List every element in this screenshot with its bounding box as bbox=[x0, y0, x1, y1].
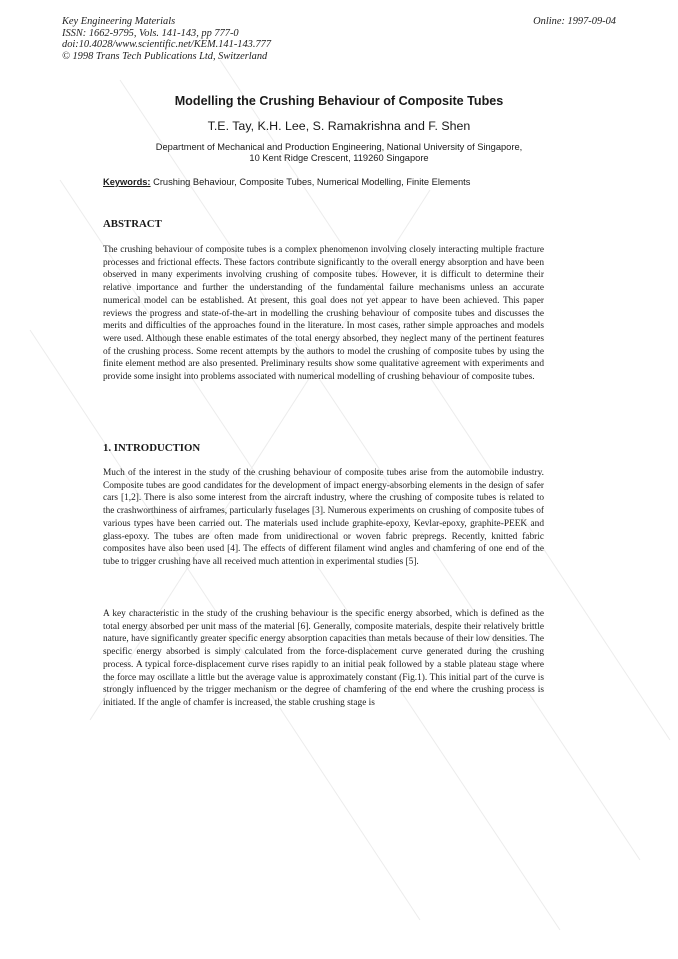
introduction-paragraph-2: A key characteristic in the study of the crushing behaviour is the specific energy absorbed, which is defined as the total energy absorbed per unit mass of the material [6]. Generally, composite materials, despite their relatively brittle nature, have significantly greater specific energy absorption capacities than metals because of their low densities. The specific energy absorbed is simply calculated from the force-displacement curve generated during the crushing process. A typical force-displacement curve rises rapidly to an initial peak followed by a stable plateau stage where the force may oscillate a little but the average value is approximately constant (Fig.1). This initial part of the curve is strongly influenced by the trigger mechanism or the degree of chamfering of the end where the crushing process is initiated. If the angle of chamfer is increased, the stable crushing stage is bbox=[103, 609, 544, 708]
introduction-heading: 1. INTRODUCTION bbox=[103, 442, 201, 454]
issn-line: ISSN: 1662-9795, Vols. 141-143, pp 777-0 bbox=[62, 27, 239, 39]
keywords-list: Crushing Behaviour, Composite Tubes, Numerical Modelling, Finite Elements bbox=[150, 177, 471, 187]
keywords-label: Keywords: bbox=[103, 177, 151, 187]
journal-metadata bbox=[62, 16, 271, 62]
paper-authors: T.E. Tay, K.H. Lee, S. Ramakrishna and F. Shen bbox=[207, 119, 471, 133]
affiliation bbox=[0, 142, 678, 165]
copyright-line: © 1998 Trans Tech Publications Ltd, Switzerland bbox=[62, 50, 268, 62]
abstract-text: The crushing behaviour of composite tubes is a complex phenomenon involving closely interacting multiple fracture processes and frictional effects. These factors contribute significantly to the overall energy absorption and have been observed in many experiments involving crushing of composite tubes. However, it is difficult to determine their relative importance and further the understanding of the fundamental failure mechanisms unless an accurate numerical model can be established. At present, this goal does not yet appear to have been achieved. This paper reviews the progress and state-of-the-art in modelling the crushing behaviour of composite tubes and discusses the merits and difficulties of the approaches found in the literature. In most cases, rather simple approaches and models were used. Although these enable estimates of the total energy absorbed, they neglect many of the pertinent features of the crushing process. Some recent attempts by the authors to model the crushing of composite tubes by using the finite element method are also presented. Preliminary results show some qualitative agreement with experiments and provide some insight into problems associated with numerical modelling of crushing behaviour of composite tubes. bbox=[103, 245, 544, 383]
journal-name: Key Engineering Materials bbox=[62, 16, 176, 27]
introduction-paragraph-1: Much of the interest in the study of the crushing behaviour of composite tubes arise from the automobile industry. Composite tubes are good candidates for the development of impact energy-absorbing elements in the design of safer cars [1,2]. There is also some interest from the aircraft industry, where the crushing of composite tubes is related to the crashworthiness of airframes, particularly fuselages [3]. Numerous experiments on crushing of composite tubes of various types have been carried out. The materials used include graphite-epoxy, Kevlar-epoxy, graphite-PEEK and glass-epoxy. The tubes are often made from unidirectional or woven fabric prepregs. Recently, knitted fabric composites have also been used [4]. The effects of different filament wind angles and chamfering of one end of the tube to trigger crushing have all received much attention in experimental studies [5]. bbox=[103, 468, 544, 567]
paper-title: Modelling the Crushing Behaviour of Composite Tubes bbox=[174, 94, 504, 108]
keywords bbox=[103, 177, 470, 187]
abstract-heading: ABSTRACT bbox=[103, 218, 162, 230]
doi-line: doi:10.4028/www.scientific.net/KEM.141-143.777 bbox=[62, 39, 272, 51]
affiliation-line-1: Department of Mechanical and Production Engineering, National University of Singapore, bbox=[155, 142, 523, 152]
affiliation-line-2: 10 Kent Ridge Crescent, 119260 Singapore bbox=[249, 153, 429, 164]
online-date: Online: 1997-09-04 bbox=[533, 16, 616, 27]
